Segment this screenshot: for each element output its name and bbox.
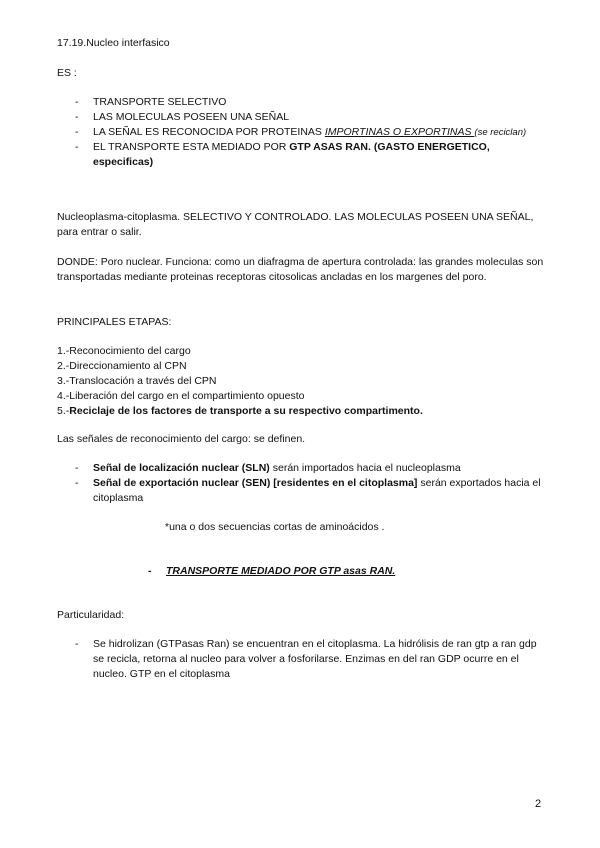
item-text: LAS MOLECULAS POSEEN UNA SEÑAL — [93, 111, 290, 123]
item-text: serán exportados hacia el citoplasma — [93, 477, 541, 504]
paragraph-nucleoplasma: Nucleoplasma-citoplasma. SELECTIVO Y CONTROLADO. LAS MOLECULAS POSEEN UNA SEÑAL, para entrar o salir. — [57, 211, 534, 238]
section-subtitle: TRANSPORTE MEDIADO POR GTP asas RAN. — [166, 565, 396, 577]
importinas-text: IMPORTINAS O EXPORTINAS — [324, 126, 475, 138]
list-item — [57, 110, 547, 125]
sen-bold: Señal de exportación nuclear (SEN) [residentes en el citoplasma] — [93, 477, 418, 489]
item-text: Se hidrolizan (GTPasas Ran) se encuentran en el citoplasma. La hidrólisis de ran gtp a ran gdp se recicla, retorna al nucleo para volver a fosforilarse. Enzimas en del ran GDP ocurre en el nucleo. GTP en el citoplasma — [93, 638, 537, 680]
item-text: serán importados hacia el nucleoplasma — [269, 462, 461, 474]
stage-item: 3.-Translocación a través del CPN — [57, 375, 217, 387]
particularidad-list — [57, 637, 547, 682]
gtp-asas-bold: GTP ASAS RAN. (GASTO ENERGETICO, especificas) — [93, 141, 490, 168]
sln-bold: Señal de localización nuclear (SLN) — [93, 462, 270, 474]
list-item — [57, 140, 547, 170]
stage-item: 2.-Direccionamiento al CPN — [57, 360, 187, 372]
stage-item: 1.-Reconocimiento del cargo — [57, 345, 191, 357]
es-label: ES : — [57, 67, 77, 79]
signals-intro: Las señales de reconocimiento del cargo: se definen. — [57, 433, 306, 445]
stage-item — [57, 404, 547, 419]
document-title: 17.19.Nucleo interfasico — [57, 37, 170, 49]
item-text: EL TRANSPORTE ESTA MEDIADO POR — [93, 141, 290, 153]
subtitle-row — [148, 564, 548, 579]
page-number: 2 — [535, 798, 542, 810]
stages-heading: PRINCIPALES ETAPAS: — [57, 316, 172, 328]
stage-prefix: 5.- — [57, 405, 70, 417]
list-item — [57, 95, 547, 110]
subtitle-dash: - — [148, 565, 152, 577]
features-list — [57, 95, 547, 170]
item-text: LA SEÑAL ES RECONOCIDA POR PROTEINAS — [93, 126, 325, 138]
list-item — [57, 476, 547, 506]
reciclan-note: (se reciclan) — [474, 127, 527, 138]
paragraph-donde: DONDE: Poro nuclear. Funciona: como un diafragma de apertura controlada: las grandes moleculas son transportadas mediante proteinas receptoras citosolicas ancladas en los margenes del poro. — [57, 256, 544, 283]
stage-item: 4.-Liberación del cargo en el compartimiento opuesto — [57, 390, 305, 402]
aminoacid-note: *una o dos secuencias cortas de aminoácidos . — [165, 521, 385, 533]
stage-bold: Reciclaje de los factores de transporte a su respectivo compartimento. — [69, 405, 423, 417]
list-item — [57, 125, 547, 140]
item-text: TRANSPORTE SELECTIVO — [93, 96, 227, 108]
list-item — [57, 637, 547, 682]
stages-list — [57, 344, 547, 419]
list-item — [57, 461, 547, 476]
signals-list — [57, 461, 547, 506]
particularidad-label: Particularidad: — [57, 609, 125, 621]
